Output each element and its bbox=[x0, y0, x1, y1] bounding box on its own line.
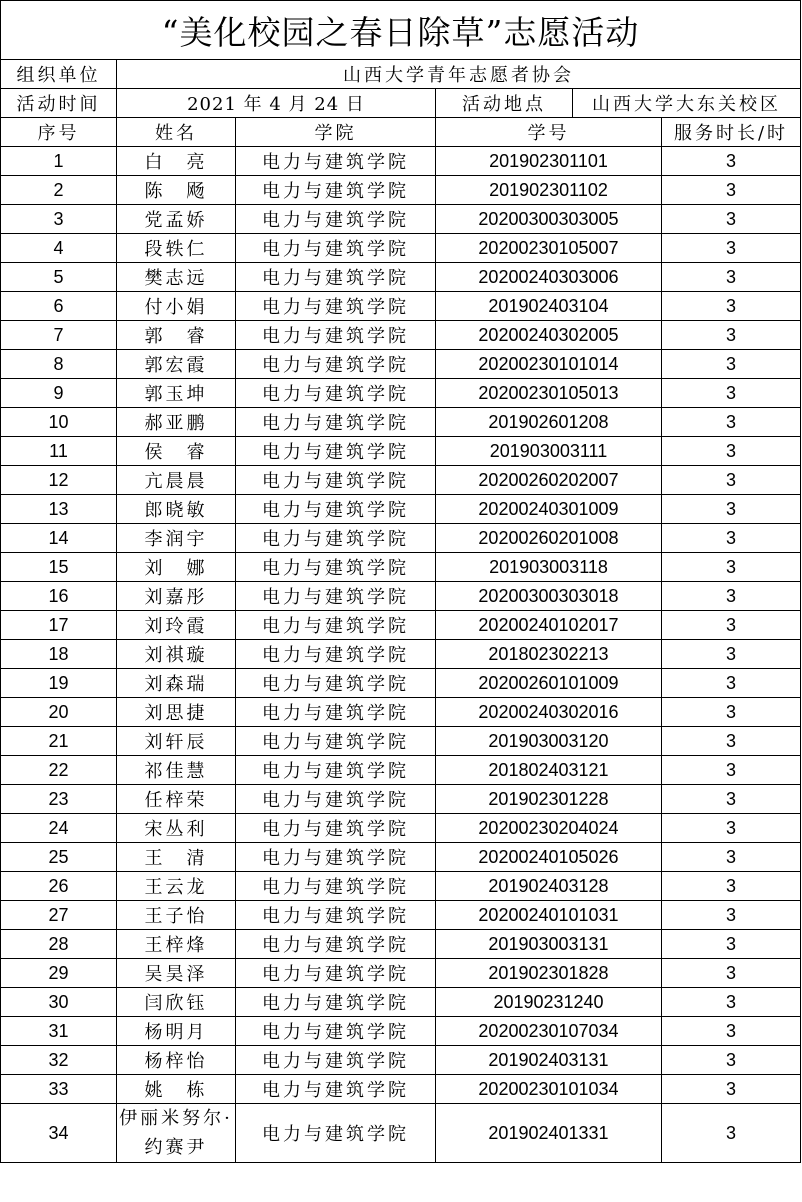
table-row bbox=[1, 843, 801, 872]
row-number: 27 bbox=[1, 901, 117, 930]
table-row bbox=[1, 669, 801, 698]
row-college: 电力与建筑学院 bbox=[236, 582, 436, 611]
row-student-id: 20200240302016 bbox=[436, 698, 662, 727]
row-hours: 3 bbox=[662, 495, 801, 524]
row-name: 郎晓敏 bbox=[117, 495, 236, 524]
table-row bbox=[1, 321, 801, 350]
row-student-id: 20200230105013 bbox=[436, 379, 662, 408]
row-name: 刘嘉彤 bbox=[117, 582, 236, 611]
row-name: 刘祺璇 bbox=[117, 640, 236, 669]
row-student-id: 201902601208 bbox=[436, 408, 662, 437]
row-college: 电力与建筑学院 bbox=[236, 292, 436, 321]
row-number: 7 bbox=[1, 321, 117, 350]
row-name: 樊志远 bbox=[117, 263, 236, 292]
row-student-id: 201902301101 bbox=[436, 147, 662, 176]
row-college: 电力与建筑学院 bbox=[236, 930, 436, 959]
table-row bbox=[1, 640, 801, 669]
row-number: 25 bbox=[1, 843, 117, 872]
row-number: 33 bbox=[1, 1075, 117, 1104]
row-college: 电力与建筑学院 bbox=[236, 495, 436, 524]
row-college: 电力与建筑学院 bbox=[236, 321, 436, 350]
row-number: 32 bbox=[1, 1046, 117, 1075]
table-row bbox=[1, 292, 801, 321]
table-row bbox=[1, 1075, 801, 1104]
row-hours: 3 bbox=[662, 1104, 801, 1163]
row-name: 闫欣钰 bbox=[117, 988, 236, 1017]
row-hours: 3 bbox=[662, 698, 801, 727]
row-name: 祁佳慧 bbox=[117, 756, 236, 785]
row-hours: 3 bbox=[662, 553, 801, 582]
table-row bbox=[1, 727, 801, 756]
table-row bbox=[1, 437, 801, 466]
row-number: 23 bbox=[1, 785, 117, 814]
row-college: 电力与建筑学院 bbox=[236, 147, 436, 176]
row-college: 电力与建筑学院 bbox=[236, 350, 436, 379]
row-name: 王云龙 bbox=[117, 872, 236, 901]
column-header-hours: 服务时长/时 bbox=[662, 118, 801, 147]
place-label: 活动地点 bbox=[436, 89, 573, 118]
row-student-id: 20200230105007 bbox=[436, 234, 662, 263]
row-student-id: 201903003118 bbox=[436, 553, 662, 582]
row-college: 电力与建筑学院 bbox=[236, 640, 436, 669]
column-header-row bbox=[1, 118, 801, 147]
row-number: 18 bbox=[1, 640, 117, 669]
row-student-id: 20200260202007 bbox=[436, 466, 662, 495]
row-student-id: 20200240301009 bbox=[436, 495, 662, 524]
table-row bbox=[1, 1104, 801, 1163]
row-number: 34 bbox=[1, 1104, 117, 1163]
row-hours: 3 bbox=[662, 872, 801, 901]
row-student-id: 20200240101031 bbox=[436, 901, 662, 930]
row-college: 电力与建筑学院 bbox=[236, 611, 436, 640]
row-student-id: 201902403128 bbox=[436, 872, 662, 901]
row-number: 4 bbox=[1, 234, 117, 263]
row-hours: 3 bbox=[662, 466, 801, 495]
row-hours: 3 bbox=[662, 263, 801, 292]
row-number: 10 bbox=[1, 408, 117, 437]
table-row bbox=[1, 379, 801, 408]
table-row bbox=[1, 930, 801, 959]
row-college: 电力与建筑学院 bbox=[236, 901, 436, 930]
row-number: 6 bbox=[1, 292, 117, 321]
column-header-college: 学院 bbox=[236, 118, 436, 147]
row-student-id: 20200240303006 bbox=[436, 263, 662, 292]
row-hours: 3 bbox=[662, 321, 801, 350]
row-number: 14 bbox=[1, 524, 117, 553]
row-college: 电力与建筑学院 bbox=[236, 1104, 436, 1163]
table-row bbox=[1, 988, 801, 1017]
row-student-id: 20200240105026 bbox=[436, 843, 662, 872]
row-name: 李润宇 bbox=[117, 524, 236, 553]
row-number: 13 bbox=[1, 495, 117, 524]
row-number: 28 bbox=[1, 930, 117, 959]
table-row bbox=[1, 959, 801, 988]
row-student-id: 201903003131 bbox=[436, 930, 662, 959]
row-name: 宋丛利 bbox=[117, 814, 236, 843]
row-college: 电力与建筑学院 bbox=[236, 669, 436, 698]
row-hours: 3 bbox=[662, 727, 801, 756]
row-college: 电力与建筑学院 bbox=[236, 727, 436, 756]
table-row bbox=[1, 756, 801, 785]
row-college: 电力与建筑学院 bbox=[236, 1017, 436, 1046]
row-number: 22 bbox=[1, 756, 117, 785]
row-student-id: 20200300303018 bbox=[436, 582, 662, 611]
row-student-id: 20190231240 bbox=[436, 988, 662, 1017]
row-number: 20 bbox=[1, 698, 117, 727]
column-header-name: 姓名 bbox=[117, 118, 236, 147]
row-hours: 3 bbox=[662, 959, 801, 988]
row-hours: 3 bbox=[662, 176, 801, 205]
row-hours: 3 bbox=[662, 669, 801, 698]
row-hours: 3 bbox=[662, 205, 801, 234]
row-student-id: 201902301102 bbox=[436, 176, 662, 205]
row-name: 刘思捷 bbox=[117, 698, 236, 727]
row-student-id: 201902403104 bbox=[436, 292, 662, 321]
table-row bbox=[1, 814, 801, 843]
row-name: 刘森瑞 bbox=[117, 669, 236, 698]
row-student-id: 20200240102017 bbox=[436, 611, 662, 640]
row-college: 电力与建筑学院 bbox=[236, 234, 436, 263]
row-name: 任梓荣 bbox=[117, 785, 236, 814]
table-row bbox=[1, 495, 801, 524]
row-college: 电力与建筑学院 bbox=[236, 756, 436, 785]
row-college: 电力与建筑学院 bbox=[236, 437, 436, 466]
row-student-id: 20200230101034 bbox=[436, 1075, 662, 1104]
time-value: 2021 年 4 月 24 日 bbox=[117, 89, 436, 118]
org-label: 组织单位 bbox=[1, 60, 117, 89]
row-number: 1 bbox=[1, 147, 117, 176]
row-college: 电力与建筑学院 bbox=[236, 814, 436, 843]
table-row bbox=[1, 408, 801, 437]
column-header-no: 序号 bbox=[1, 118, 117, 147]
row-name: 杨明月 bbox=[117, 1017, 236, 1046]
row-student-id: 20200260201008 bbox=[436, 524, 662, 553]
column-header-student-id: 学号 bbox=[436, 118, 662, 147]
table-row bbox=[1, 582, 801, 611]
row-number: 8 bbox=[1, 350, 117, 379]
row-number: 9 bbox=[1, 379, 117, 408]
table-row bbox=[1, 205, 801, 234]
row-college: 电力与建筑学院 bbox=[236, 698, 436, 727]
row-number: 16 bbox=[1, 582, 117, 611]
row-number: 31 bbox=[1, 1017, 117, 1046]
row-student-id: 20200260101009 bbox=[436, 669, 662, 698]
table-row bbox=[1, 1046, 801, 1075]
row-number: 12 bbox=[1, 466, 117, 495]
row-student-id: 201902401331 bbox=[436, 1104, 662, 1163]
row-hours: 3 bbox=[662, 930, 801, 959]
table-row bbox=[1, 872, 801, 901]
row-college: 电力与建筑学院 bbox=[236, 466, 436, 495]
row-hours: 3 bbox=[662, 350, 801, 379]
row-name: 吴昊泽 bbox=[117, 959, 236, 988]
row-hours: 3 bbox=[662, 524, 801, 553]
row-hours: 3 bbox=[662, 234, 801, 263]
row-hours: 3 bbox=[662, 1046, 801, 1075]
row-student-id: 201903003120 bbox=[436, 727, 662, 756]
table-row bbox=[1, 147, 801, 176]
row-name: 白 亮 bbox=[117, 147, 236, 176]
row-college: 电力与建筑学院 bbox=[236, 872, 436, 901]
row-student-id: 201902403131 bbox=[436, 1046, 662, 1075]
row-name: 刘玲霞 bbox=[117, 611, 236, 640]
row-number: 2 bbox=[1, 176, 117, 205]
row-college: 电力与建筑学院 bbox=[236, 524, 436, 553]
row-name: 郭 睿 bbox=[117, 321, 236, 350]
row-hours: 3 bbox=[662, 611, 801, 640]
row-number: 15 bbox=[1, 553, 117, 582]
row-name: 刘轩辰 bbox=[117, 727, 236, 756]
row-name: 杨梓怡 bbox=[117, 1046, 236, 1075]
row-number: 21 bbox=[1, 727, 117, 756]
row-name: 付小娟 bbox=[117, 292, 236, 321]
row-student-id: 201802403121 bbox=[436, 756, 662, 785]
row-student-id: 201903003111 bbox=[436, 437, 662, 466]
row-hours: 3 bbox=[662, 582, 801, 611]
row-hours: 3 bbox=[662, 1075, 801, 1104]
row-student-id: 201902301828 bbox=[436, 959, 662, 988]
page-title: “美化校园之春日除草”志愿活动 bbox=[1, 1, 801, 60]
row-student-id: 20200300303005 bbox=[436, 205, 662, 234]
row-college: 电力与建筑学院 bbox=[236, 843, 436, 872]
row-hours: 3 bbox=[662, 437, 801, 466]
place-value: 山西大学大东关校区 bbox=[573, 89, 801, 118]
row-hours: 3 bbox=[662, 1017, 801, 1046]
table-row bbox=[1, 350, 801, 379]
row-number: 17 bbox=[1, 611, 117, 640]
row-college: 电力与建筑学院 bbox=[236, 553, 436, 582]
row-hours: 3 bbox=[662, 988, 801, 1017]
row-student-id: 20200240302005 bbox=[436, 321, 662, 350]
table-row bbox=[1, 901, 801, 930]
row-name: 刘 娜 bbox=[117, 553, 236, 582]
row-college: 电力与建筑学院 bbox=[236, 263, 436, 292]
org-value: 山西大学青年志愿者协会 bbox=[117, 60, 801, 89]
row-name: 侯 睿 bbox=[117, 437, 236, 466]
row-name: 伊丽米努尔·约赛尹 bbox=[117, 1104, 236, 1163]
row-college: 电力与建筑学院 bbox=[236, 205, 436, 234]
row-student-id: 20200230107034 bbox=[436, 1017, 662, 1046]
row-student-id: 201802302213 bbox=[436, 640, 662, 669]
row-hours: 3 bbox=[662, 640, 801, 669]
row-college: 电力与建筑学院 bbox=[236, 988, 436, 1017]
row-name: 王梓烽 bbox=[117, 930, 236, 959]
row-number: 11 bbox=[1, 437, 117, 466]
row-name: 郝亚鹏 bbox=[117, 408, 236, 437]
row-name: 姚 栋 bbox=[117, 1075, 236, 1104]
row-hours: 3 bbox=[662, 147, 801, 176]
row-number: 3 bbox=[1, 205, 117, 234]
row-college: 电力与建筑学院 bbox=[236, 785, 436, 814]
time-label: 活动时间 bbox=[1, 89, 117, 118]
row-hours: 3 bbox=[662, 379, 801, 408]
row-college: 电力与建筑学院 bbox=[236, 959, 436, 988]
table-row bbox=[1, 698, 801, 727]
table-row bbox=[1, 234, 801, 263]
row-number: 24 bbox=[1, 814, 117, 843]
row-student-id: 20200230101014 bbox=[436, 350, 662, 379]
row-name: 亢晨晨 bbox=[117, 466, 236, 495]
row-college: 电力与建筑学院 bbox=[236, 1075, 436, 1104]
row-hours: 3 bbox=[662, 756, 801, 785]
table-row bbox=[1, 466, 801, 495]
row-hours: 3 bbox=[662, 292, 801, 321]
row-name: 郭宏霞 bbox=[117, 350, 236, 379]
row-hours: 3 bbox=[662, 814, 801, 843]
row-college: 电力与建筑学院 bbox=[236, 176, 436, 205]
row-name: 王 清 bbox=[117, 843, 236, 872]
row-number: 5 bbox=[1, 263, 117, 292]
table-row bbox=[1, 553, 801, 582]
row-hours: 3 bbox=[662, 408, 801, 437]
row-college: 电力与建筑学院 bbox=[236, 408, 436, 437]
row-number: 19 bbox=[1, 669, 117, 698]
table-row bbox=[1, 263, 801, 292]
row-college: 电力与建筑学院 bbox=[236, 1046, 436, 1075]
row-name: 党孟娇 bbox=[117, 205, 236, 234]
row-name: 陈 飏 bbox=[117, 176, 236, 205]
table-row bbox=[1, 1017, 801, 1046]
row-number: 30 bbox=[1, 988, 117, 1017]
row-hours: 3 bbox=[662, 901, 801, 930]
row-hours: 3 bbox=[662, 843, 801, 872]
row-name: 王子怡 bbox=[117, 901, 236, 930]
table-row bbox=[1, 176, 801, 205]
table-row bbox=[1, 524, 801, 553]
row-name: 郭玉坤 bbox=[117, 379, 236, 408]
table-row bbox=[1, 785, 801, 814]
row-student-id: 20200230204024 bbox=[436, 814, 662, 843]
row-hours: 3 bbox=[662, 785, 801, 814]
table-row bbox=[1, 611, 801, 640]
row-name: 段轶仁 bbox=[117, 234, 236, 263]
row-student-id: 201902301228 bbox=[436, 785, 662, 814]
row-college: 电力与建筑学院 bbox=[236, 379, 436, 408]
row-number: 26 bbox=[1, 872, 117, 901]
row-number: 29 bbox=[1, 959, 117, 988]
